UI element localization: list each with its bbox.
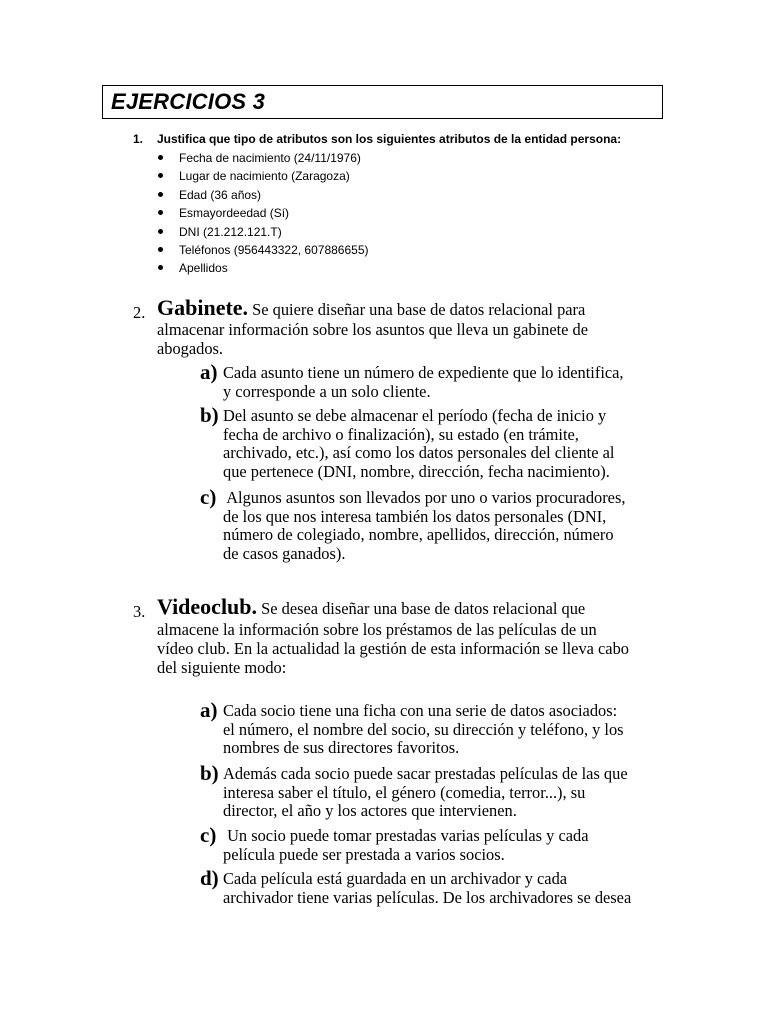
- page-title: EJERCICIOS 3: [111, 89, 266, 114]
- exercise-3-intro-text: Se desea diseñar una base de datos relacional que: [257, 599, 586, 618]
- exercise-3-item-a-letter: a): [200, 698, 218, 722]
- exercise-2-number: 2.: [133, 303, 146, 322]
- exercise-3-item-d-text: Cada película está guardada en un archivador y cada archivador tiene varias películas. De los archivadores se desea: [223, 869, 632, 907]
- exercise-1-list: [157, 149, 369, 278]
- title-box: [102, 85, 663, 119]
- exercise-2-intro-line-3: abogados.: [157, 339, 224, 358]
- exercise-2-item-b-letter: b): [200, 403, 219, 427]
- exercise-3-item-b-letter: b): [200, 761, 219, 785]
- list-item: Teléfonos (956443322, 607886655): [157, 241, 369, 259]
- exercise-2-item-b-text: Del asunto se debe almacenar el período (fecha de inicio y fecha de archivo o finalización), su estado (en trámite, archivado, etc.), así como los datos personales del cliente al que pertenece (DNI, nombre, dirección, fecha nacimiento).: [223, 406, 615, 481]
- list-item: Esmayordeedad (Sí): [157, 204, 369, 222]
- exercise-2-intro-line-1: [157, 295, 586, 320]
- list-item: DNI (21.212.121.T): [157, 223, 369, 241]
- exercise-2-item-a-letter: a): [200, 360, 218, 384]
- exercise-3-item-d-letter: d): [200, 866, 219, 890]
- exercise-1-heading: [133, 131, 621, 147]
- exercise-2-name: Gabinete.: [157, 295, 249, 320]
- list-item: Edad (36 años): [157, 186, 369, 204]
- exercise-3-intro-line-1: [157, 594, 586, 619]
- exercise-2-intro-line-2: almacenar información sobre los asuntos que lleva un gabinete de: [157, 320, 589, 339]
- exercise-3-name: Videoclub.: [157, 594, 258, 619]
- exercise-3-item-c-text: Un socio puede tomar prestadas varias películas y cada película puede ser prestada a varios socios.: [223, 826, 589, 864]
- exercise-3-item-c-letter: c): [200, 823, 217, 847]
- exercise-3-intro-line-3: vídeo club. En la actualidad la gestión de esta información se lleva cabo: [157, 639, 629, 658]
- exercise-2-item-c-text: Algunos asuntos son llevados por uno o varios procuradores, de los que nos interesa también los datos personales (DNI, número de colegiado, nombre, apellidos, dirección, número de casos ganados).: [223, 488, 626, 563]
- list-item: Apellidos: [157, 259, 369, 277]
- list-item: Fecha de nacimiento (24/11/1976): [157, 149, 369, 167]
- exercise-3-intro-line-2: almacene la información sobre los préstamos de las películas de un: [157, 620, 597, 639]
- exercise-1-text: Justifica que tipo de atributos son los siguientes atributos de la entidad persona:: [157, 132, 622, 146]
- exercise-1-number: 1.: [133, 132, 144, 146]
- exercise-2-item-c-letter: c): [200, 485, 217, 509]
- list-item: Lugar de nacimiento (Zaragoza): [157, 167, 369, 185]
- exercise-2-intro-text: Se quiere diseñar una base de datos relacional para: [248, 300, 586, 319]
- exercise-2-item-a-text: Cada asunto tiene un número de expediente que lo identifica, y corresponde a un solo cliente.: [223, 363, 624, 401]
- exercise-3-intro-line-4: del siguiente modo:: [157, 658, 287, 677]
- exercise-3-item-a-text: Cada socio tiene una ficha con una serie de datos asociados: el número, el nombre del socio, su dirección y teléfono, y los nombres de sus directores favoritos.: [223, 701, 624, 758]
- exercise-3-number: 3.: [133, 602, 146, 621]
- exercise-3-item-b-text: Además cada socio puede sacar prestadas películas de las que interesa saber el título, el género (comedia, terror...), su director, el año y los actores que intervienen.: [223, 764, 628, 821]
